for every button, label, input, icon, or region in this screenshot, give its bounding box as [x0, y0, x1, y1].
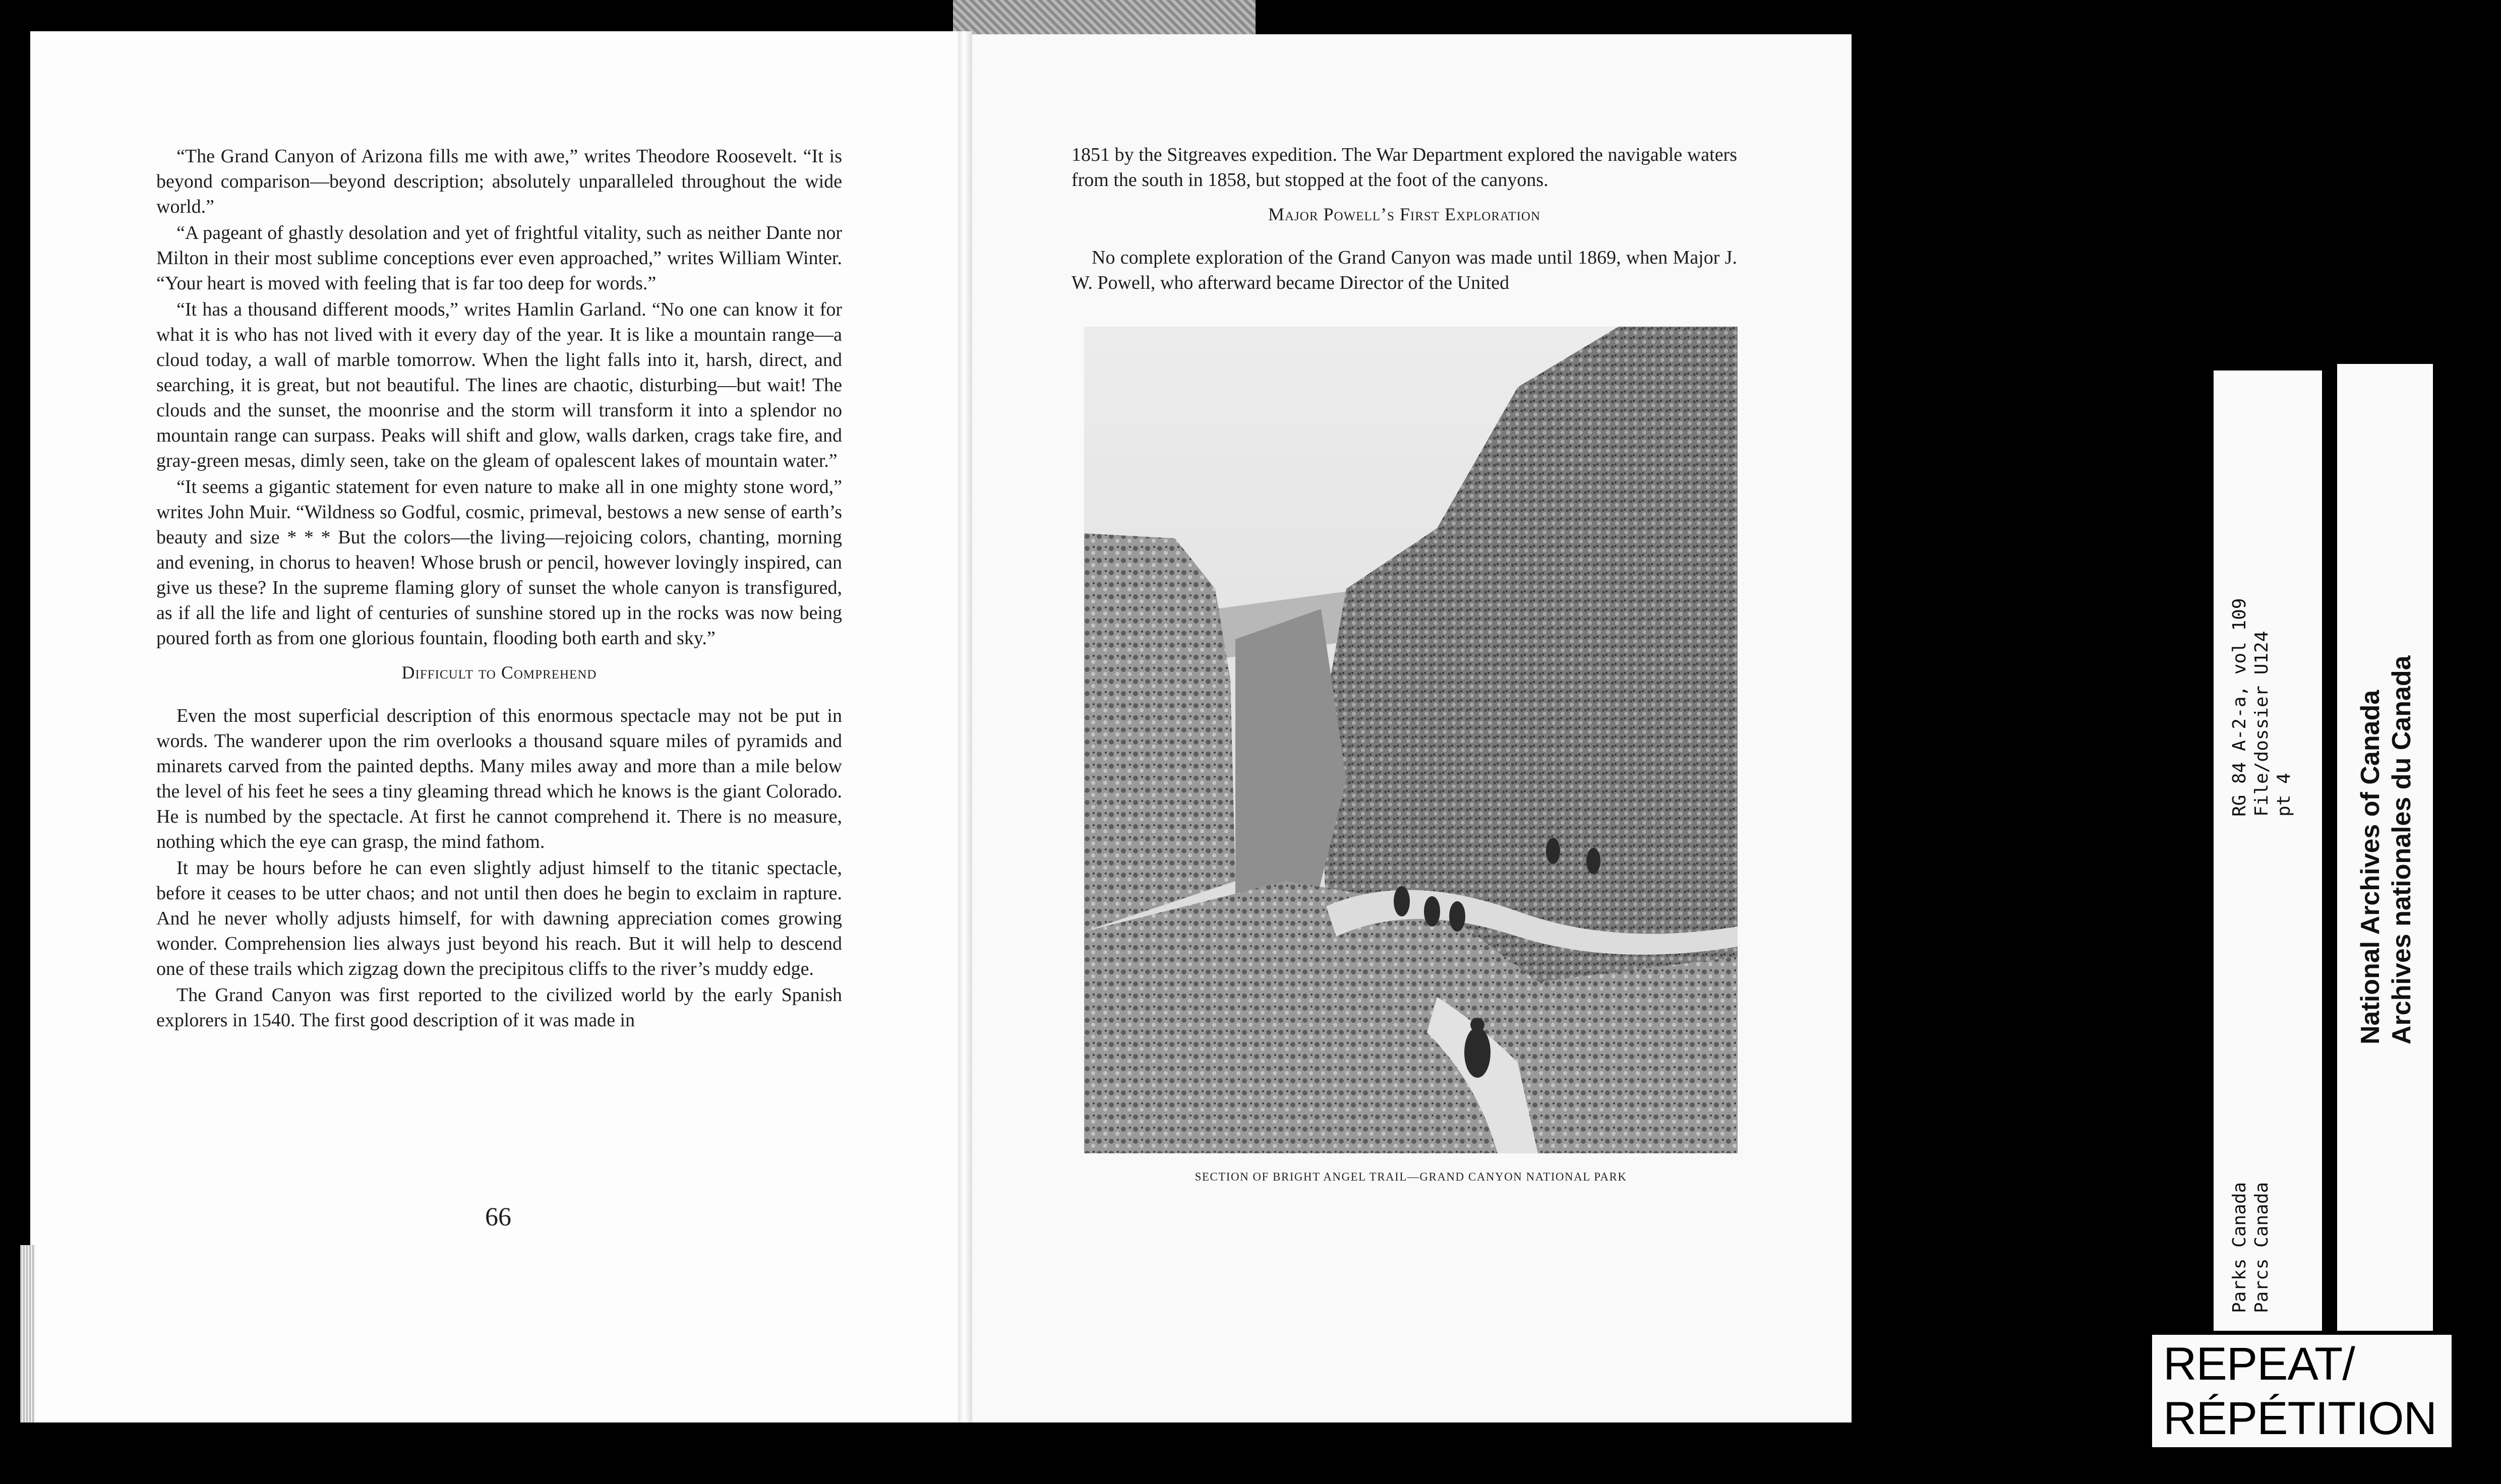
- paragraph-powell: No complete exploration of the Grand Canyon was made until 1869, when Major J. W. Powell, who afterward became Director of the United: [1071, 247, 1737, 293]
- parks-canada-en: Parks Canada: [2229, 1182, 2250, 1313]
- page-number: 66: [485, 1203, 511, 1231]
- paragraph-history: The Grand Canyon was first reported to the civilized world by the early Spanish explorers in 1540. The first good description of it was made in: [156, 984, 842, 1031]
- canyon-trail-photo: [1084, 327, 1738, 1153]
- national-archives-en: National Archives of Canada: [2356, 690, 2385, 1044]
- section-heading-powell: Major Powell’s First Exploration: [1268, 204, 1541, 224]
- archive-reference-line-3: pt 4: [2274, 773, 2294, 817]
- paragraph-roosevelt-quote: “The Grand Canyon of Arizona fills me with awe,” writes Theodore Roosevelt. “It is beyond comparison—beyond description; absolutely unparalleled throughout the wide world.”: [156, 146, 842, 217]
- book-binding-strip: [953, 0, 1256, 35]
- repeat-label: [2149, 1332, 2455, 1450]
- archive-reference-line-1: RG 84 A-2-a, vol 109: [2229, 598, 2250, 817]
- section-heading-difficult: Difficult to Comprehend: [401, 662, 597, 683]
- book-page-edges: [20, 1245, 35, 1423]
- paragraph-winter-quote: “A pageant of ghastly desolation and yet of frightful vitality, such as neither Dante nor Milton in their most sublime conceptions ever even approached,” writes William Winter. “Your heart is moved with feeling that is far too deep for words.”: [156, 222, 842, 294]
- archive-reference-line-2: File/dossier U124: [2251, 631, 2272, 817]
- national-archives-lines: [2355, 655, 2417, 1044]
- paragraph-adjustment: It may be hours before he can even slightly adjust himself to the titanic spectacle, before it ceases to be utter chaos; and not until then does he begin to exclaim in rapture. And he never wholly adjusts himself, for with dawning appreciation comes growing wonder. Comprehension lies always just beyond his reach. But it will help to descend one of these trails which zigzag down the precipitous cliffs to the river’s muddy edge.: [156, 857, 842, 979]
- repeat-label-line-2: RÉPÉTITION: [2163, 1393, 2437, 1444]
- archive-reference-lines: [2229, 598, 2295, 817]
- paragraph-muir-quote: “It seems a gigantic statement for even nature to make all in one mighty stone word,” writes John Muir. “Wildness so Godful, cosmic, primeval, bestows a new sense of earth’s beauty and size * * * But the colors—the living—rejoicing colors, chanting, morning and evening, in chorus to heaven! Whose brush or pencil, however lovingly inspired, can give us these? In the supreme flaming glory of sunset the whole canyon is transfigured, as if all the life and light of centuries of sunshine stored up in the rocks was now being poured forth as from one glorious fountain, flooding both earth and sky.”: [156, 476, 842, 649]
- paragraph-description: Even the most superficial description of this enormous spectacle may not be put in words. The wanderer upon the rim overlooks a thousand square miles of pyramids and minarets carved from the painted depths. Many miles away and more than a mile below the level of his feet he sees a tiny gleaming thread which he knows is the giant Colorado. He is numbed by the spectacle. At first he cannot comprehend it. There is no measure, nothing which the eye can grasp, the mind fathom.: [156, 705, 842, 852]
- parks-canada-lines: [2229, 1182, 2273, 1313]
- parks-canada-fr: Parcs Canada: [2251, 1182, 2272, 1313]
- national-archives-fr: Archives nationales du Canada: [2387, 655, 2416, 1044]
- repeat-label-line-1: REPEAT/: [2163, 1338, 2355, 1390]
- national-archives-card: [2337, 364, 2433, 1331]
- left-page-text: [156, 144, 842, 1192]
- right-page-text: [1071, 142, 1737, 308]
- repeat-label-text: [2163, 1337, 2436, 1446]
- paragraph-sitgreaves: 1851 by the Sitgreaves expedition. The War Department explored the navigable waters from the south in 1858, but stopped at the foot of the canyons.: [1071, 144, 1737, 191]
- archive-reference-card: [2214, 370, 2322, 1331]
- paragraph-garland-quote: “It has a thousand different moods,” writes Hamlin Garland. “No one can know it for what it is who has not lived with it every day of the year. It is like a mountain range—a cloud today, a wall of marble tomorrow. When the light falls into it, harsh, direct, and searching, it is great, but not beautiful. The lines are chaotic, disturbing—but wait! The clouds and the sunset, the moonrise and the storm will transform it into a splendor no mountain range can surpass. Peaks will shift and glow, walls darken, crags take fire, and gray-green mesas, dimly seen, take on the gleam of opalescent lakes of mountain water.”: [156, 299, 842, 471]
- photo-caption: SECTION OF BRIGHT ANGEL TRAIL—GRAND CANYON NATIONAL PARK: [1195, 1170, 1627, 1183]
